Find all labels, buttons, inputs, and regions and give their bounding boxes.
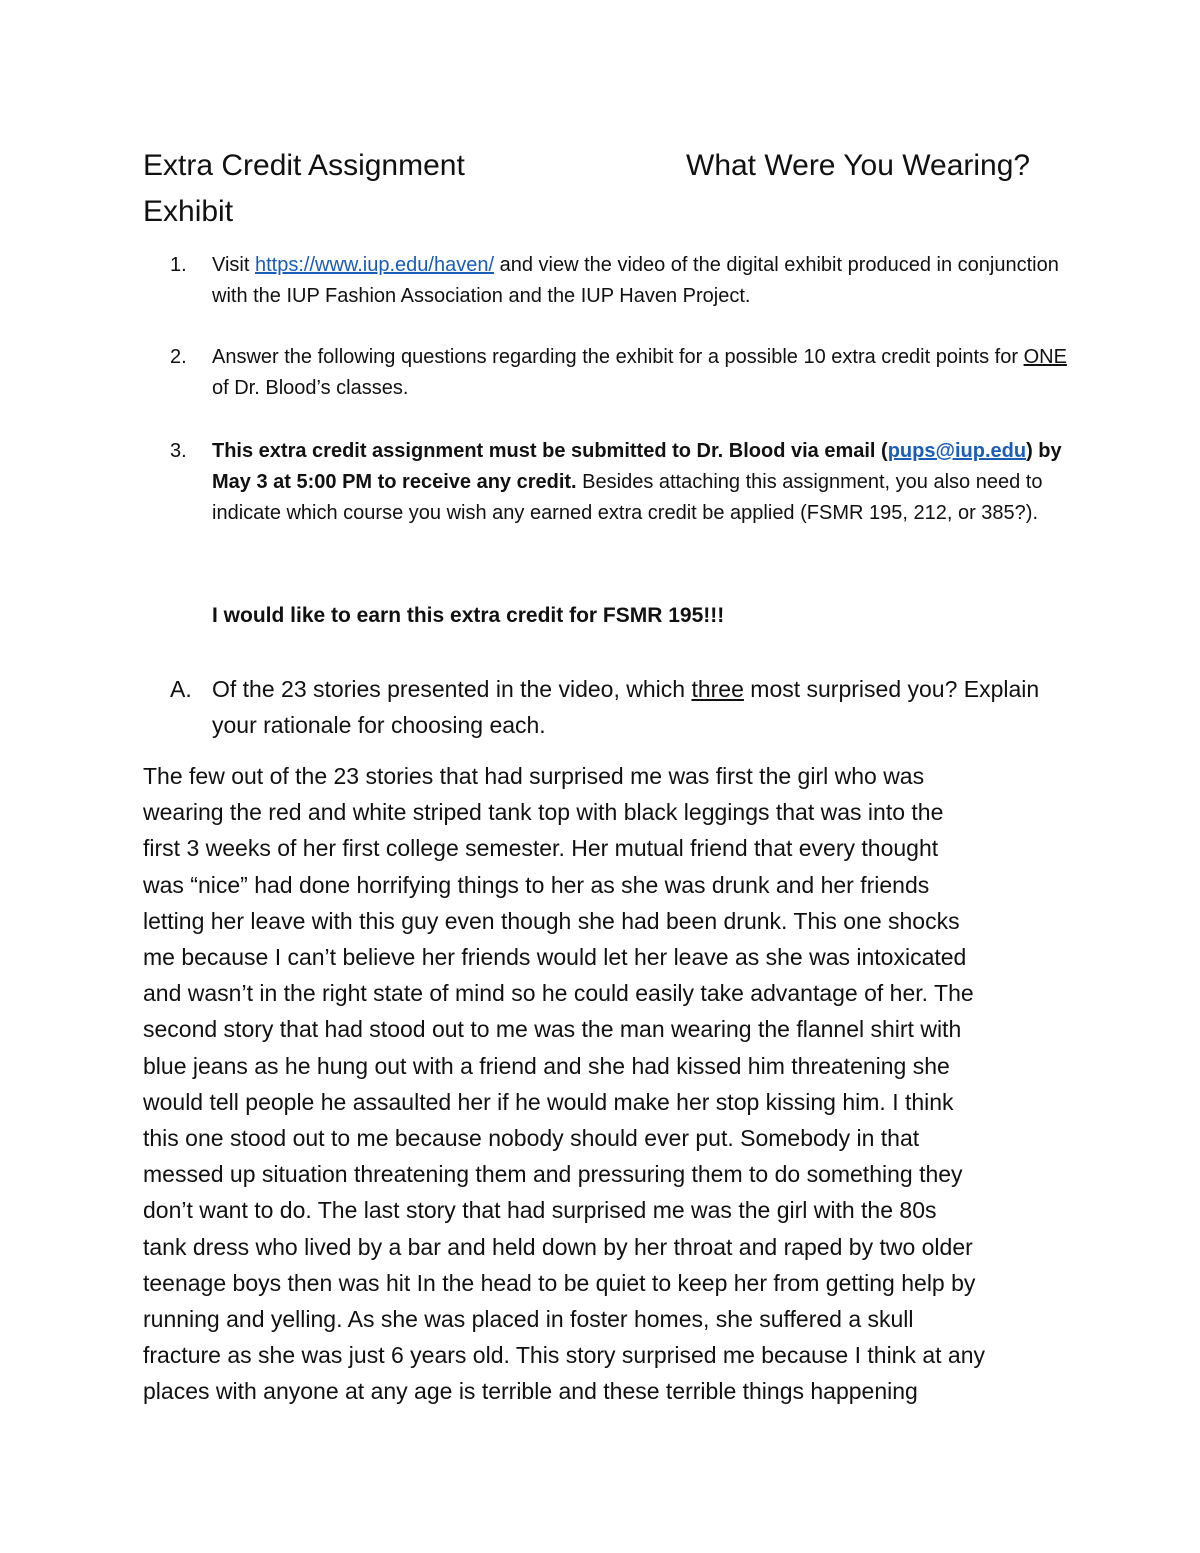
title-continuation: Exhibit bbox=[143, 195, 234, 228]
question-a bbox=[170, 671, 1070, 743]
question-text bbox=[212, 671, 1070, 743]
answer-line: this one stood out to me because nobody should ever put. Somebody in that bbox=[143, 1125, 920, 1152]
question-prefix: Of the 23 stories presented in the video, which bbox=[212, 676, 692, 702]
answer-line: teenage boys then was hit In the head to be quiet to keep her from getting help by bbox=[143, 1269, 976, 1296]
course-instruction-text: Besides attaching this assignment, you also need to indicate which course you wish any earned extra credit be applied (FSMR 195, 212, or 385?). bbox=[212, 471, 1043, 524]
instruction-item-1 bbox=[170, 250, 1070, 312]
answer-line: places with anyone at any age is terrible and these terrible things happening bbox=[143, 1378, 918, 1405]
item-text bbox=[212, 342, 1070, 404]
course-declaration: I would like to earn this extra credit for FSMR 195!!! bbox=[212, 604, 725, 627]
item-text bbox=[212, 250, 1070, 312]
item-text-suffix: and view the video of the digital exhibit produced in conjunction with the IUP Fashion Association and the IUP Haven Project. bbox=[212, 254, 1059, 307]
underlined-one: ONE bbox=[1023, 346, 1067, 368]
item-text bbox=[212, 436, 1070, 529]
item-text-prefix: Answer the following questions regarding the exhibit for a possible 10 extra credit points for bbox=[212, 346, 1024, 368]
item-number: 3. bbox=[170, 440, 187, 462]
title-left: Extra Credit Assignment bbox=[143, 149, 465, 182]
answer-line: me because I can’t believe her friends would let her leave as she was intoxicated bbox=[143, 944, 967, 971]
haven-link[interactable]: https://www.iup.edu/haven/ bbox=[254, 254, 495, 276]
question-number: A. bbox=[170, 676, 192, 702]
answer-line: The few out of the 23 stories that had surprised me was first the girl who was bbox=[143, 763, 925, 789]
answer-line: and wasn’t in the right state of mind so he could easily take advantage of her. The bbox=[143, 980, 974, 1007]
item-text-suffix: of Dr. Blood’s classes. bbox=[212, 377, 409, 399]
answer-line: running and yelling. As she was placed in foster homes, she suffered a skull bbox=[143, 1306, 914, 1333]
answer-line: messed up situation threatening them and pressuring them to do something they bbox=[143, 1161, 963, 1188]
answer-paragraph bbox=[143, 758, 1063, 1410]
answer-line: blue jeans as he hung out with a friend and she had kissed him threatening she bbox=[143, 1052, 950, 1079]
answer-line: first 3 weeks of her first college semester. Her mutual friend that every thought bbox=[143, 835, 939, 862]
item-number: 2. bbox=[170, 346, 187, 368]
answer-line: don’t want to do. The last story that had surprised me was the girl with the 80s bbox=[143, 1197, 937, 1224]
deadline-text-prefix: This extra credit assignment must be submitted to Dr. Blood via email ( bbox=[212, 440, 888, 462]
deadline-text-suffix: ) by May 3 at 5:00 PM to receive any credit. bbox=[212, 440, 1062, 493]
answer-line: letting her leave with this guy even though she had been drunk. This one shocks bbox=[143, 907, 960, 934]
answer-line: would tell people he assaulted her if he would make her stop kissing him. I think bbox=[143, 1088, 954, 1115]
title-right: What Were You Wearing? bbox=[686, 149, 1031, 182]
email-link[interactable]: pups@iup.edu bbox=[887, 440, 1027, 462]
instruction-item-3 bbox=[170, 436, 1070, 529]
answer-line: wearing the red and white striped tank top with black leggings that was into the bbox=[143, 799, 944, 826]
answer-line: tank dress who lived by a bar and held down by her throat and raped by two older bbox=[143, 1233, 973, 1260]
question-suffix: most surprised you? Explain your rationale for choosing each. bbox=[212, 676, 1040, 738]
item-text-prefix: Visit bbox=[212, 254, 255, 276]
document-title bbox=[143, 146, 1063, 186]
item-number: 1. bbox=[170, 254, 187, 276]
underlined-three: three bbox=[691, 676, 744, 702]
answer-line: was “nice” had done horrifying things to her as she was drunk and her friends bbox=[143, 871, 930, 898]
answer-line: fracture as she was just 6 years old. This story surprised me because I think at any bbox=[143, 1342, 986, 1369]
instruction-item-2 bbox=[170, 342, 1070, 404]
answer-line: second story that had stood out to me was the man wearing the flannel shirt with bbox=[143, 1016, 962, 1043]
